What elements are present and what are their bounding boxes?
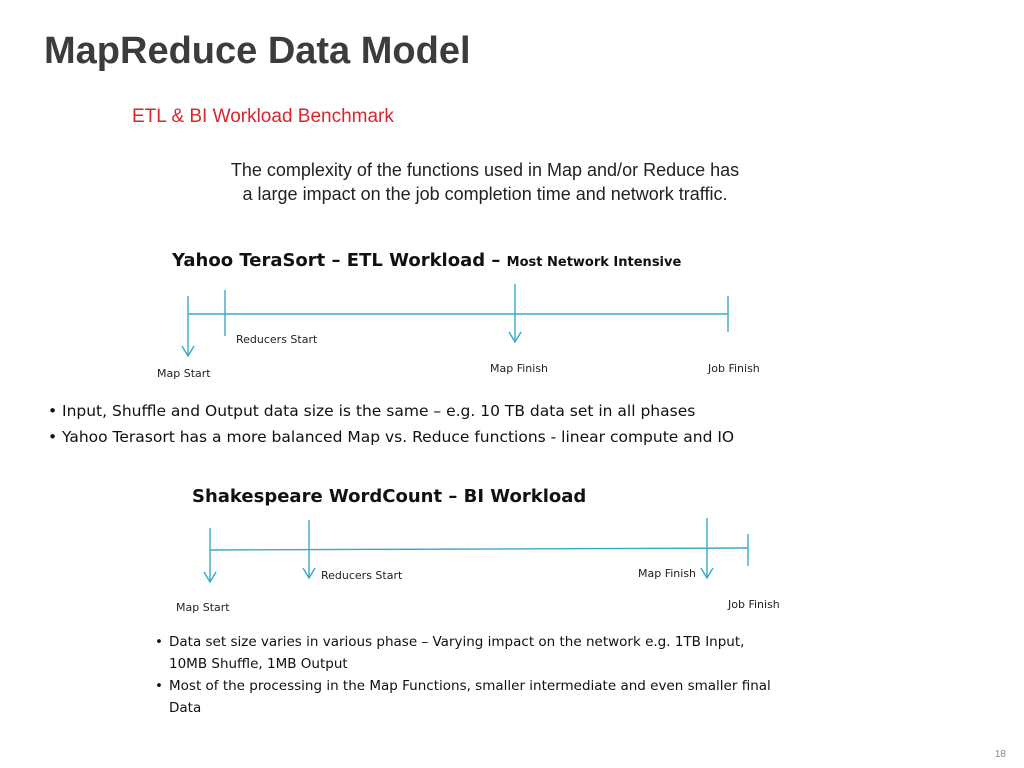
section1-heading-small: Most Network Intensive	[506, 255, 682, 270]
page-number: 18	[994, 749, 1006, 760]
section1-bullet-1: • Input, Shuffle and Output data size is the same – e.g. 10 TB data set in all phases	[48, 402, 696, 420]
etl-map-start-label: Map Start	[157, 367, 211, 380]
section1-bullets	[48, 398, 734, 450]
section2-bullet-2: • Most of the processing in the Map Functions, smaller intermediate and even smaller final	[155, 678, 771, 694]
section1-bullet-2: • Yahoo Terasort has a more balanced Map vs. Reduce functions - linear compute and IO	[48, 428, 735, 446]
section2-bullet-2-cont: Data	[169, 700, 202, 716]
slide-title: MapReduce Data Model	[44, 30, 471, 72]
bi-job-finish-label: Job Finish	[728, 598, 780, 611]
etl-reducers-start-label: Reducers Start	[236, 333, 318, 346]
bi-map-start-label: Map Start	[176, 601, 230, 614]
etl-map-finish-label: Map Finish	[490, 362, 549, 375]
section2-heading: Shakespeare WordCount – BI Workload	[192, 486, 587, 507]
bi-map-finish-label: Map Finish	[638, 567, 697, 580]
intro-line-1: The complexity of the functions used in Map and/or Reduce has	[230, 160, 740, 180]
section1-heading-main: Yahoo TeraSort – ETL Workload –	[172, 250, 507, 271]
section2-bullet-1: • Data set size varies in various phase – Varying impact on the network e.g. 1TB Input,	[155, 634, 745, 650]
etl-job-finish-label: Job Finish	[708, 362, 760, 375]
slide-subtitle: ETL & BI Workload Benchmark	[132, 106, 394, 127]
intro-line-2: a large impact on the job completion time and network traffic.	[242, 184, 728, 204]
timeline-bi-axis	[210, 548, 748, 550]
section2-bullets	[155, 631, 771, 719]
bi-reducers-start-label: Reducers Start	[321, 569, 403, 582]
section2-bullet-1-cont: 10MB Shuffle, 1MB Output	[169, 656, 348, 672]
